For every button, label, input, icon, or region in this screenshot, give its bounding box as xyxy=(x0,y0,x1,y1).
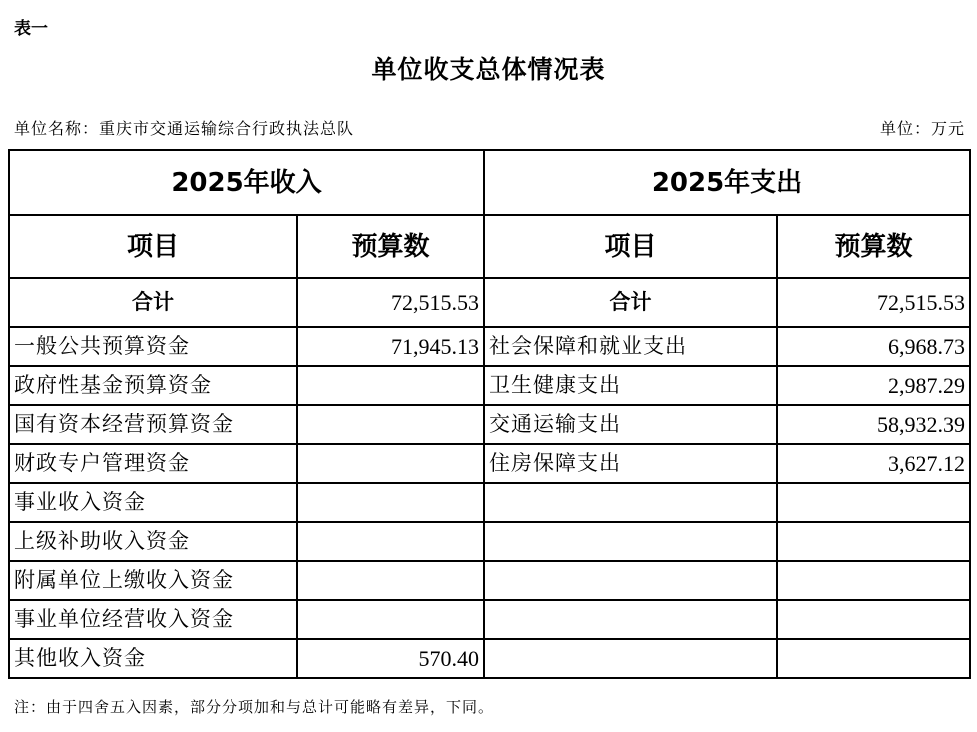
income-total-value: 72,515.53 xyxy=(297,278,484,327)
expense-item xyxy=(484,561,777,600)
table-row xyxy=(9,600,970,639)
document-label: 表一 xyxy=(14,19,48,39)
income-total-label: 合计 xyxy=(9,278,297,327)
income-item: 一般公共预算资金 xyxy=(9,327,297,366)
income-item: 附属单位上缴收入资金 xyxy=(9,561,297,600)
expense-value: 2,987.29 xyxy=(777,366,970,405)
expense-item xyxy=(484,483,777,522)
expense-item: 住房保障支出 xyxy=(484,444,777,483)
expense-value: 6,968.73 xyxy=(777,327,970,366)
expense-value: 58,932.39 xyxy=(777,405,970,444)
income-item: 事业单位经营收入资金 xyxy=(9,600,297,639)
income-value xyxy=(297,366,484,405)
column-header-row xyxy=(9,215,970,278)
income-budget-column-header: 预算数 xyxy=(297,215,484,278)
expense-value xyxy=(777,522,970,561)
expense-total-label: 合计 xyxy=(484,278,777,327)
expense-total-value: 72,515.53 xyxy=(777,278,970,327)
expense-budget-column-header: 预算数 xyxy=(777,215,970,278)
income-value xyxy=(297,561,484,600)
table-row xyxy=(9,561,970,600)
expense-item: 交通运输支出 xyxy=(484,405,777,444)
expense-item xyxy=(484,600,777,639)
expense-value xyxy=(777,483,970,522)
table-row xyxy=(9,522,970,561)
footnote: 注：由于四舍五入因素，部分分项加和与总计可能略有差异，下同。 xyxy=(14,698,495,716)
income-value: 570.40 xyxy=(297,639,484,678)
income-value xyxy=(297,522,484,561)
expense-value xyxy=(777,561,970,600)
unit-name: 单位名称：重庆市交通运输综合行政执法总队 xyxy=(14,119,355,138)
income-item: 国有资本经营预算资金 xyxy=(9,405,297,444)
table-row xyxy=(9,639,970,678)
table-row xyxy=(9,483,970,522)
expense-item: 社会保障和就业支出 xyxy=(484,327,777,366)
expense-section-header: 2025年支出 xyxy=(484,150,970,215)
income-value xyxy=(297,405,484,444)
income-item: 其他收入资金 xyxy=(9,639,297,678)
total-row xyxy=(9,278,970,327)
table-row xyxy=(9,366,970,405)
income-value xyxy=(297,600,484,639)
income-item-column-header: 项目 xyxy=(9,215,297,278)
income-item: 上级补助收入资金 xyxy=(9,522,297,561)
budget-table xyxy=(8,149,971,679)
page-title: 单位收支总体情况表 xyxy=(371,55,606,84)
expense-item xyxy=(484,522,777,561)
table-row xyxy=(9,327,970,366)
expense-item xyxy=(484,639,777,678)
income-section-header: 2025年收入 xyxy=(9,150,484,215)
expense-item-column-header: 项目 xyxy=(484,215,777,278)
income-value: 71,945.13 xyxy=(297,327,484,366)
income-item: 财政专户管理资金 xyxy=(9,444,297,483)
income-value xyxy=(297,444,484,483)
expense-value xyxy=(777,600,970,639)
expense-item: 卫生健康支出 xyxy=(484,366,777,405)
expense-value: 3,627.12 xyxy=(777,444,970,483)
expense-value xyxy=(777,639,970,678)
income-item: 事业收入资金 xyxy=(9,483,297,522)
income-item: 政府性基金预算资金 xyxy=(9,366,297,405)
table-row xyxy=(9,444,970,483)
unit-measure: 单位：万元 xyxy=(879,119,965,138)
table-row xyxy=(9,405,970,444)
section-header-row xyxy=(9,150,970,215)
income-value xyxy=(297,483,484,522)
